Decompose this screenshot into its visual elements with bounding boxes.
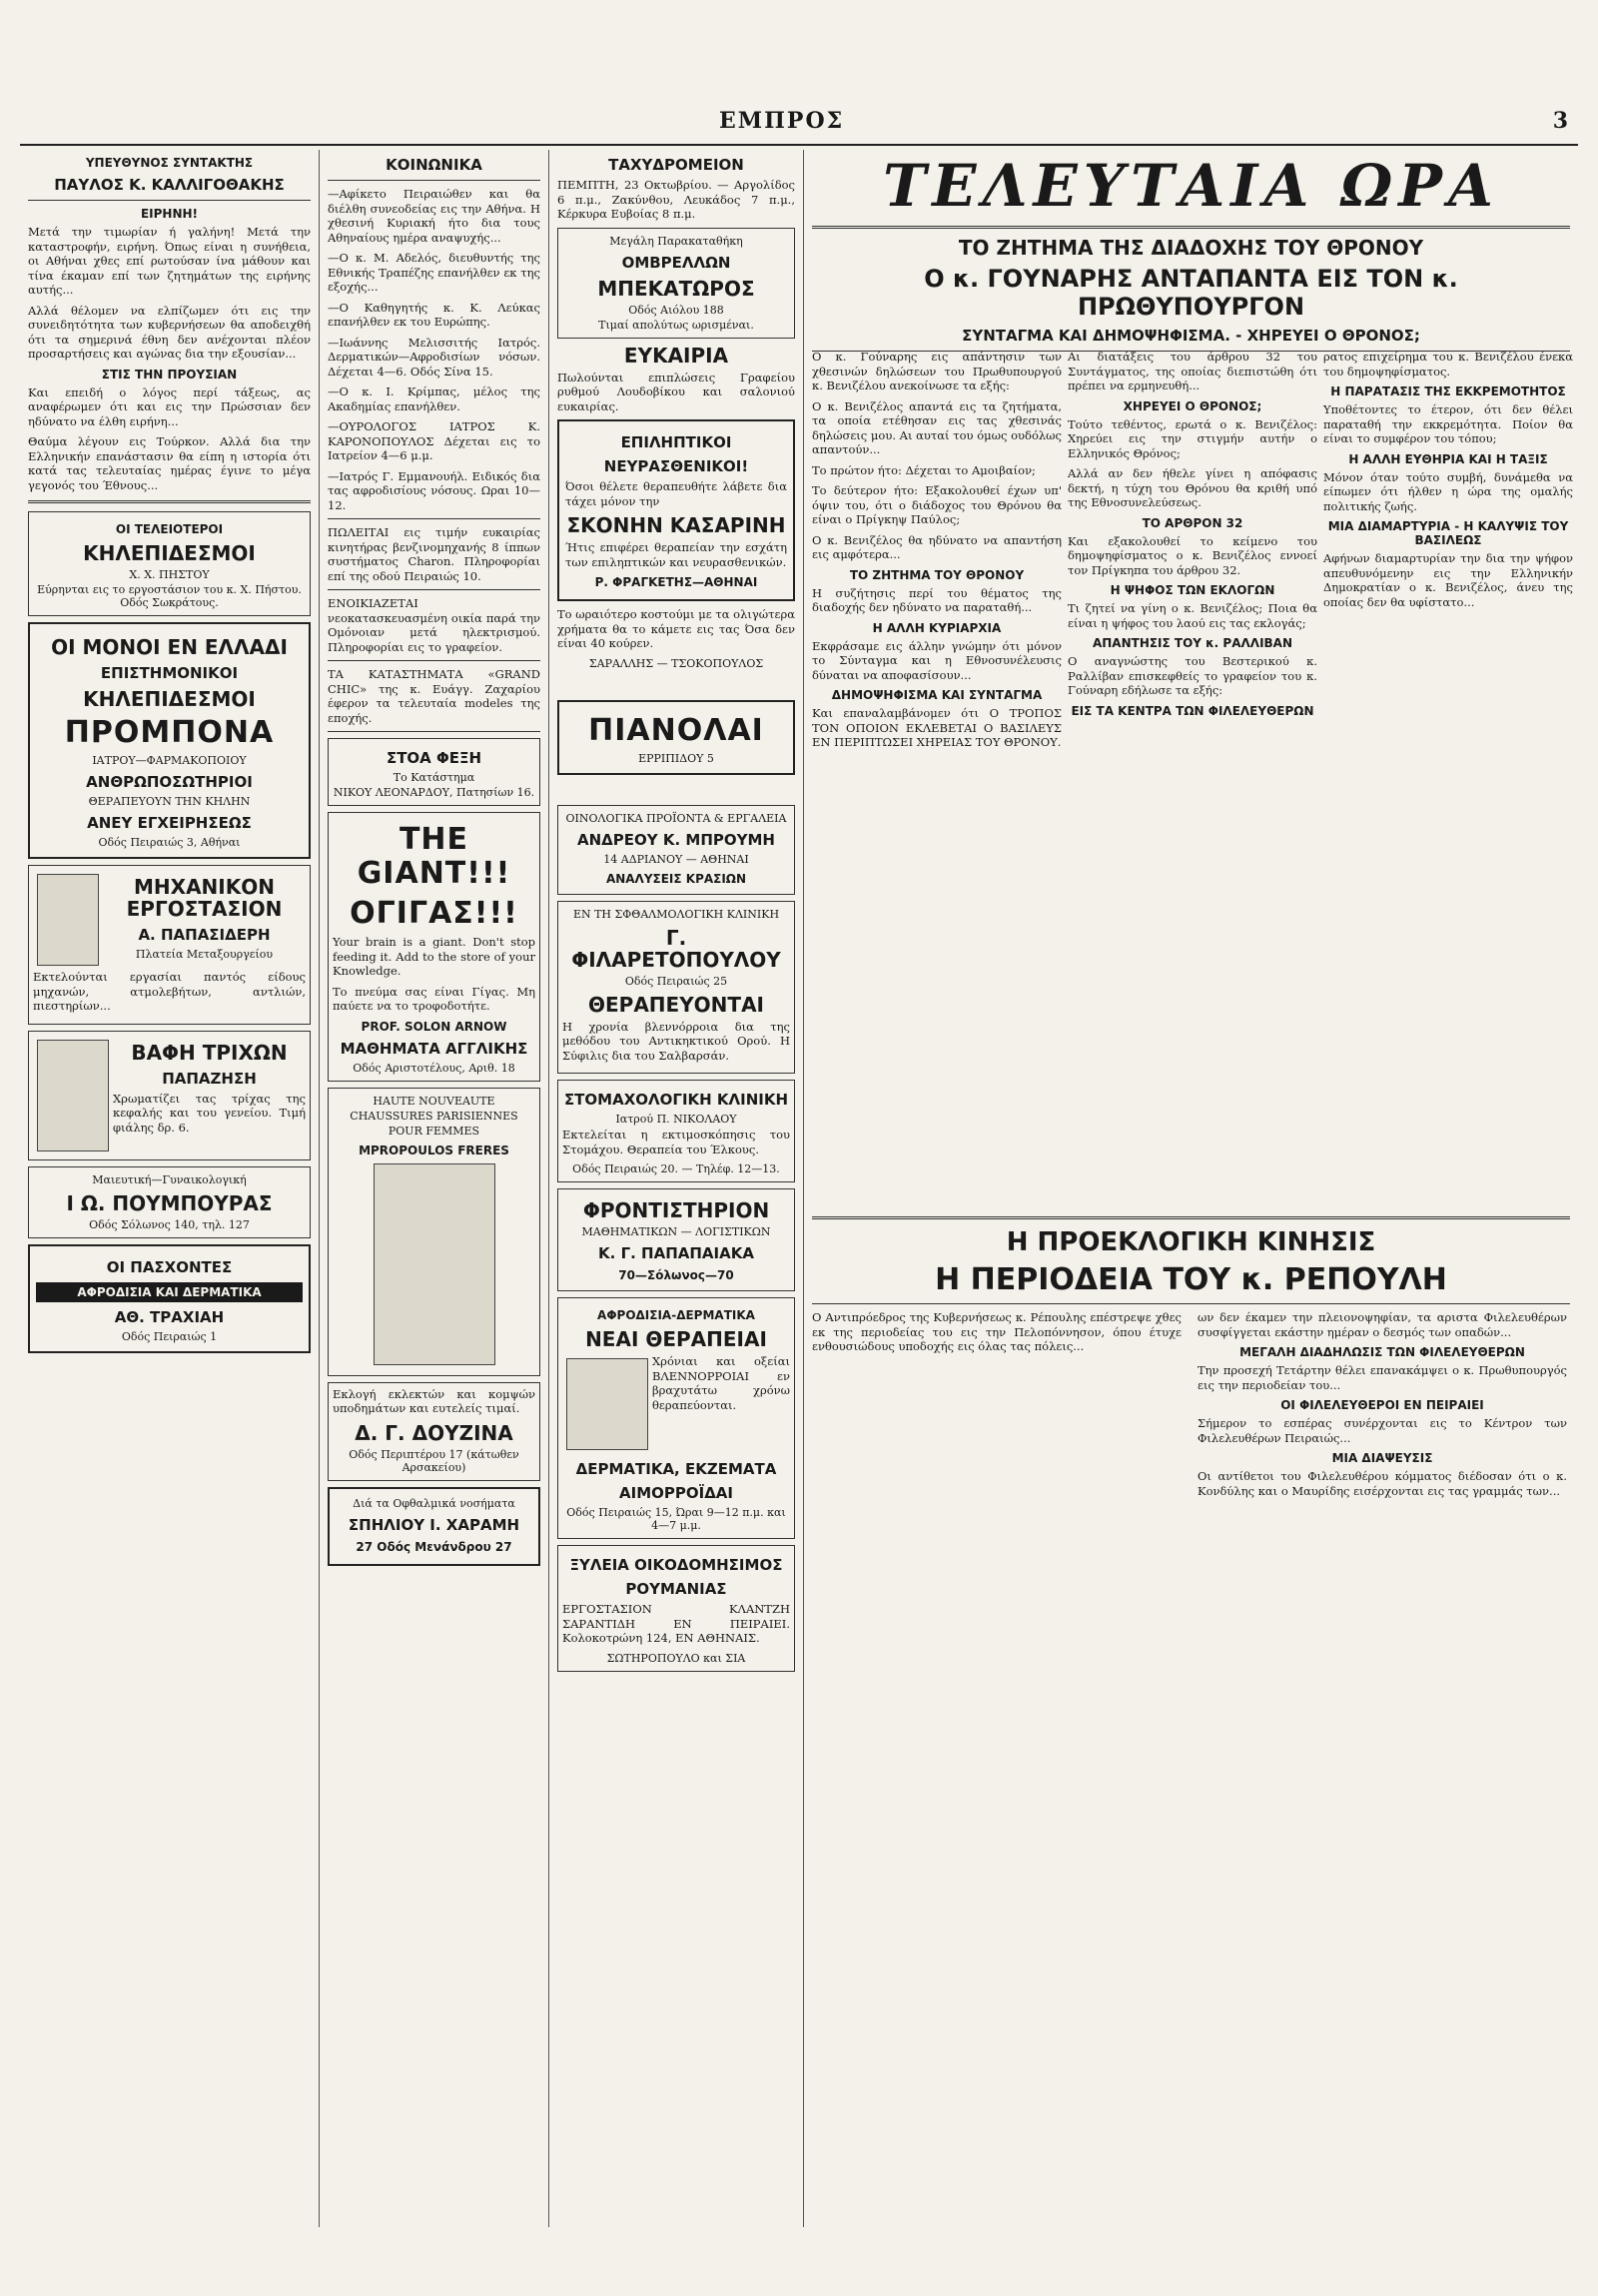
ad-line: ΑΝΕΥ ΕΓΧΕΙΡΗΣΕΩΣ	[87, 814, 252, 832]
column-1	[20, 150, 320, 2227]
classified-ad: Το ωραιότερο κοστούμι με τα ολιγώτερα χρήματα θα το κάμετε εις τας Όσα δεν είναι 40 κούρεν.	[557, 607, 795, 650]
section-heading: ΤΑΧΥΔΡΟΜΕΙΟΝ	[608, 156, 744, 174]
ad-subtitle: ΡΟΥΜΑΝΙΑΣ	[625, 1580, 727, 1598]
ad-name: ΑΘ. ΤΡΑΧΙΑΗ	[114, 1307, 225, 1326]
ad-title: Διά τα Οφθαλμικά νοσήματα	[353, 1496, 515, 1510]
ad-name: Γ. ΦΙΛΑΡΕΤΟΠΟΥΛΟΥ	[571, 925, 781, 972]
ad-name: ΣΚΟΝΗΝ ΚΑΣΑΡΙΝΗ	[566, 513, 786, 537]
ad-name: Α. ΠΑΠΑΣΙΔΕΡΗ	[138, 926, 271, 944]
article-paragraph: Οι αντίθετοι του Φιλελευθέρου κόμματος διέδοσαν ότι ο κ. Κονδύλης και ο Μαυρίδης εισέρχονται εις τας γραμμάς των...	[1198, 1469, 1567, 1498]
article-paragraph: Το πρώτον ήτο: Δέχεται το Αμοιβαίον;	[812, 462, 1036, 477]
subheading: ΕΙΣ ΤΑ ΚΕΝΤΡΑ ΤΩΝ ΦΙΛΕΛΕΥΘΕΡΩΝ	[1071, 703, 1314, 718]
subheading: ΤΟ ΖΗΤΗΜΑ ΤΟΥ ΘΡΟΝΟΥ	[849, 567, 1025, 582]
ad-headline: ΒΑΦΗ ΤΡΙΧΩΝ	[131, 1040, 288, 1065]
section-heading: ΕΙΡΗΝΗ!	[140, 207, 199, 221]
article-paragraph: Ο Αντιπρόεδρος της Κυβερνήσεως κ. Ρέπουλης επέστρεψε χθες εκ της περιοδείας του εις την Πελοπόννησον, όπου έτυχε ενθουσιώδους υποδοχής εις όλας τας πόλεις...	[812, 1310, 1182, 1353]
advertisement	[28, 622, 311, 859]
ad-text: Όσοι θέλετε θεραπευθήτε λάβετε δια τάχει μόνον την	[565, 479, 787, 508]
ad-title: ΑΦΡΟΔΙΣΙΑ-ΔΕΡΜΑΤΙΚΑ	[597, 1308, 755, 1322]
advertisement	[28, 1166, 311, 1238]
ad-line: CHAUSSURES PARISIENNES	[350, 1109, 518, 1123]
section-heading: ΕΥΚΑΙΡΙΑ	[623, 343, 729, 368]
classified-ad: ΤΑ ΚΑΤΑΣΤΗΜΑΤΑ «GRAND CHIC» της κ. Ευάγγ. Ζαχαρίου έφερον τα τελευταία modeles της εποχής.	[328, 667, 540, 725]
lead-article-column-3	[1323, 350, 1573, 615]
ad-subtitle: ΙΑΤΡΟΥ—ΦΑΡΜΑΚΟΠΟΙΟΥ	[92, 754, 247, 767]
classified-ad: ΕΝΟΙΚΙΑΖΕΤΑΙ νεοκατασκευασμένη οικία παρά την Ομόνοιαν μετά ηλεκτρισμού. Πληροφορίαι εις το γραφείον.	[328, 596, 540, 654]
ad-name: ΜΠΕΚΑΤΩΡΟΣ	[597, 276, 755, 301]
advertisement	[28, 865, 311, 1025]
article-paragraph: Την προσεχή Τετάρτην θέλει επανακάμψει ο κ. Πρωθυπουργός εις την περιοδείαν του...	[1198, 1363, 1567, 1392]
election-article-column-1	[812, 1310, 1182, 1360]
article-paragraph: Θαύμα λέγουν εις Τούρκον. Αλλά δια την Ελληνικήν επανάστασιν θα είπη η ιστορία ότι κατά τας τελευταίας ημέρας έγινε το μέγα γεγονός του Έθνους...	[28, 434, 311, 492]
postal-notice: ΠΕΜΠΤΗ, 23 Οκτωβρίου. — Αργολίδος 6 π.μ., Ζακύνθου, Λευκάδος 7 π.μ., Κέρκυρα Ευβοίας 8 π.μ.	[557, 178, 795, 221]
ad-address: ΕΡΡΙΠΙΔΟΥ 5	[638, 751, 714, 765]
advertisement	[557, 700, 795, 775]
election-article-column-2	[1198, 1310, 1567, 1504]
ad-line: POUR FEMMES	[388, 1124, 480, 1138]
ad-address: Πλατεία Μεταξουργείου	[135, 948, 274, 961]
editor-role: ΥΠΕΥΘΥΝΟΣ ΣΥΝΤΑΚΤΗΣ	[85, 156, 254, 170]
ad-headline: THE GIANT!!!	[357, 822, 511, 891]
social-note: —Ιωάννης Μελισσιτής Ιατρός. Δερματικών—Αφροδισίων νόσων. Δέχεται 4—6. Οδός Σίνα 15.	[328, 335, 540, 379]
ad-address: 27 Οδός Μενάνδρου 27	[356, 1539, 512, 1554]
subheading: ΤΟ ΑΡΘΡΟΝ 32	[1142, 515, 1243, 530]
ad-text: Χρόνιαι και οξείαι ΒΛΕΝΝΟΡΡΟΙΑΙ εν βραχυτάτω χρόνω θεραπεύονται.	[652, 1354, 790, 1412]
election-campaign-article	[812, 1208, 1570, 2009]
subheading: ΟΙ ΦΙΛΕΛΕΥΘΕΡΟΙ ΕΝ ΠΕΙΡΑΙΕΙ	[1280, 1398, 1484, 1412]
ad-address: Οδός Σόλωνος 140, τηλ. 127	[89, 1217, 250, 1231]
social-note: —Ο κ. Μ. Αδελός, διευθυντής της Εθνικής Τραπέζης επανήλθεν εκ της εξοχής...	[328, 251, 540, 294]
advertisement	[557, 1188, 795, 1291]
ad-title: ΕΝ ΤΗ ΣΦΘΑΛΜΟΛΟΓΙΚΗ ΚΛΙΝΙΚΗ	[572, 907, 780, 921]
ad-headline-greek: ΟΓΙΓΑΣ!!!	[350, 896, 518, 931]
ad-note: Τιμαί απολύτως ωρισμέναι.	[598, 318, 754, 332]
section-heading: ΚΟΙΝΩΝΙΚΑ	[386, 156, 482, 174]
headline-secondary: Ο κ. ΓΟΥΝΑΡΗΣ ΑΝΤΑΠΑΝΤΑ ΕΙΣ ΤΟΝ κ. ΠΡΩΘΥΠΟΥΡΓΟΝ	[924, 265, 1458, 321]
ad-text: Εύρηνται εις το εργοστάσιον του κ. Χ. Πήστου. Οδός Σωκράτους.	[37, 583, 302, 609]
classified-ad: ΠΩΛΕΙΤΑΙ εις τιμήν ευκαιρίας κινητήρας βενζινομηχανής 8 ίππων συστήματος Charon. Πληροφορίαι επί της οδού Πειραιώς 10.	[328, 525, 540, 583]
lead-article	[812, 350, 1573, 1348]
ad-subtitle: ΜΑΘΗΜΑΤΙΚΩΝ — ΛΟΓΙΣΤΙΚΩΝ	[581, 1225, 771, 1238]
subheading: Η ΨΗΦΟΣ ΤΩΝ ΕΚΛΟΓΩΝ	[1110, 583, 1275, 597]
ad-name: ΠΑΠΑΖΗΣΗ	[162, 1069, 257, 1088]
ad-address: Οδός Περιπτέρου 17 (κάτωθεν Αρσακείου)	[349, 1447, 519, 1474]
ad-agent: Ρ. ΦΡΑΓΚΕΤΗΣ—ΑΘΗΝΑΙ	[594, 575, 758, 589]
column-3	[549, 150, 804, 2227]
ad-name: Ιατρού Π. ΝΙΚΟΛΑΟΥ	[615, 1113, 737, 1126]
ad-headline: ΘΕΡΑΠΕΥΟΝΤΑΙ	[588, 992, 764, 1017]
advertisement	[557, 901, 795, 1075]
ad-headline: ΜΗΧΑΝΙΚΟΝ ΕΡΓΟΣΤΑΣΙΟΝ	[126, 875, 283, 921]
ad-text: Το πνεύμα σας είναι Γίγας. Μη παύετε να το τροφοδοτήτε.	[333, 984, 535, 1013]
subheading: ΑΠΑΝΤΗΣΙΣ ΤΟΥ κ. ΡΑΛΛΙΒΑΝ	[1092, 636, 1293, 650]
ad-text: Εκλογή εκλεκτών και κομψών υποδημάτων και ευτελείς τιμαί.	[333, 1386, 535, 1415]
social-note: —Ιατρός Γ. Εμμανουήλ. Ειδικός δια τας αφροδισίους νόσους. Ωραι 10—12.	[328, 468, 540, 512]
article-paragraph: Μετά την τιμωρίαν ή γαλήνη! Μετά την καταστροφήν, ειρήνη. Όπως είναι η συνήθεια, οι Αθήναι χθες επί ρωτούσαν ίνα μάθουν και τίνα έκαμαν επί των ζητημάτων της ειρήνης αυτής...	[28, 225, 311, 297]
article-paragraph: Και επειδή ο λόγος περί τάξεως, ας αναφέρωμεν ότι και εις την Πρώσσιαν δεν ηδύνατο να έλθη ειρήνη...	[28, 384, 311, 428]
ad-title: ΟΙ ΠΑΣΧΟΝΤΕΣ	[106, 1257, 233, 1276]
article-paragraph: Μόνον όταν τούτο συμβή, δυνάμεθα να είπωμεν ότι ήλθεν η ώρα της ομαλής πολιτικής ζωής.	[1323, 469, 1573, 513]
social-note: —Αφίκετο Πειραιώθεν και θα διέλθη συνεοδείας εις την Αθήνα. Η χθεσινή Κυριακή ήτο δια τους Αθηναίους ημέρα αναψυχής...	[328, 187, 540, 245]
article-paragraph: Σήμερον το εσπέρας συνέρχονται εις το Κέντρον των Φιλελευθέρων Πειραιώς...	[1198, 1416, 1567, 1445]
ad-subtitle: ΑΦΡΟΔΙΣΙΑ ΚΑΙ ΔΕΡΜΑΤΙΚΑ	[36, 1282, 303, 1302]
ad-address: Οδός Αριστοτέλους, Αριθ. 18	[353, 1061, 515, 1075]
article-paragraph: Η συζήτησις περί του θέματος της διαδοχής δεν ηδύνατο να παραταθή...	[812, 585, 1062, 614]
ad-address: Οδός Πειραιώς 20. — Τηλέφ. 12—13.	[572, 1162, 780, 1175]
article-paragraph: Εκφράσαμε εις άλλην γνώμην ότι μόνον το Σύνταγμα και η Εθνοσυνέλευσις δύναται να αποφασίσουν...	[812, 638, 1062, 682]
article-paragraph: Υποθέτοντες το έτερον, ότι δεν θέλει παραταθή την εκκρεμότητα. Ποίον θα είναι το συμφέρον του τόπου;	[1323, 402, 1573, 445]
newspaper-name: ΕΜΠΡΟΣ	[719, 108, 845, 134]
ad-subtitle: ΕΠΙΣΤΗΜΟΝΙΚΟΙ	[100, 664, 239, 682]
article-paragraph: ων δεν έκαμεν την πλειονοψηφίαν, τα αριστα Φιλελευθέρων συσφίγγεται εκάστην ημέραν ο δεσμός των οπαδών...	[1198, 1310, 1567, 1339]
ad-title: Μαιευτική—Γυναικολογική	[92, 1172, 247, 1186]
article-paragraph: Αλλά αν δεν ήθελε γίνει η απόφασις δεκτή, η τύχη του Θρόνου θα κριθή υπό της Εθνοσυνελεύσεως.	[1068, 466, 1317, 509]
ad-title: Μεγάλη Παρακαταθήκη	[609, 234, 743, 248]
ad-subtitle: Το Κατάστημα	[393, 771, 475, 784]
ad-line: ΘΕΡΑΠΕΥΟΥΝ ΤΗΝ ΚΗΛΗΝ	[88, 795, 251, 808]
ad-text: Εκτελείται η εκτιμοσκόπησις του Στομάχου. Θεραπεία του Έλκους.	[562, 1128, 790, 1156]
ad-title: ΟΙ ΤΕΛΕΙΟΤΕΡΟΙ	[115, 522, 224, 536]
section-headline: Η ΠΡΟΕΚΛΟΓΙΚΗ ΚΙΝΗΣΙΣ	[1006, 1227, 1376, 1257]
advertisement	[328, 1487, 540, 1566]
ad-headline: ΦΡΟΝΤΙΣΤΗΡΙΟΝ	[582, 1198, 770, 1222]
ad-subtitle: ΝΕΥΡΑΣΘΕΝΙΚΟΙ!	[603, 457, 749, 475]
ad-line: HAUTE NOUVEAUTE	[373, 1094, 495, 1108]
lead-article-column-1	[812, 350, 1062, 756]
ad-text: Χρωματίζει τας τρίχας της κεφαλής και του γενείου. Τιμή φιάλης δρ. 6.	[113, 1091, 306, 1135]
article-paragraph: Αφήνων διαμαρτυρίαν την δια την ψήφον απευθυνόμενην εις την Ελληνικήν Δημοκρατίαν ο κ. Βενιζέλος, άνευ της οποίας δεν θα υφίστατο...	[1323, 551, 1573, 609]
ad-title: ΕΠΙΛΗΠΤΙΚΟΙ	[620, 433, 732, 451]
machine-illustration	[37, 874, 99, 966]
social-note: —Ο κ. Ι. Κρίμπας, μέλος της Ακαδημίας επανήλθεν.	[328, 384, 540, 413]
ad-headline: ΚΗΛΕΠΙΔΕΣΜΟΙ	[83, 687, 256, 711]
social-note: —ΟΥΡΟΛΟΓΟΣ ΙΑΤΡΟΣ Κ. ΚΑΡΟΝΟΠΟΥΛΟΣ Δέχεται εις το Ιατρείον 4—6 μ.μ.	[328, 419, 540, 462]
ad-name: Δ. Γ. ΔΟΥΖΙΝΑ	[355, 1420, 513, 1445]
ad-subtitle: ΜΑΘΗΜΑΤΑ ΑΓΓΛΙΚΗΣ	[340, 1039, 528, 1058]
advertisement	[328, 1088, 540, 1376]
ad-subtitle: ΑΙΜΟΡΡΟΪΔΑΙ	[619, 1484, 733, 1502]
advertisement	[557, 1297, 795, 1539]
subheading: ΜΕΓΑΛΗ ΔΙΑΔΗΛΩΣΙΣ ΤΩΝ ΦΙΛΕΛΕΥΘΕΡΩΝ	[1239, 1345, 1525, 1359]
advertisement	[557, 805, 795, 895]
social-note: —Ο Καθηγητής κ. Κ. Λεύκας επανήλθεν εκ του Ευρώπης.	[328, 300, 540, 329]
page-number: 3	[1552, 108, 1568, 134]
doctor-illustration	[566, 1358, 648, 1450]
advertisement	[28, 1031, 311, 1160]
ad-headline: ΠΙΑΝΟΛΑΙ	[588, 712, 764, 748]
article-paragraph: Το δεύτερον ήτο: Εξακολουθεί έχων υπ' όψιν του, ότι ο διάδοχος του Θρόνου θα είναι ο Πρίγκηψ Παύλος;	[812, 483, 1062, 526]
ad-title: ΟΙΝΟΛΟΓΙΚΑ ΠΡΟΪΟΝΤΑ & ΕΡΓΑΛΕΙΑ	[565, 811, 787, 825]
article-paragraph: Ο κ. Βενιζέλος απαντά εις τα ζητήματα, τα οποία ετέθησαν εις τας χθεσινάς δηλώσεις μου. Αι αυταί του όμως ουδόλως απαντούν...	[812, 398, 1062, 456]
advertisement	[557, 1080, 795, 1182]
ad-headline: ΚΗΛΕΠΙΔΕΣΜΟΙ	[83, 541, 256, 565]
ad-address: 70—Σόλωνος—70	[618, 1268, 734, 1282]
ad-title: ΞΥΛΕΙΑ ΟΙΚΟΔΟΜΗΣΙΜΟΣ	[569, 1556, 783, 1574]
ad-subtitle: ΔΕΡΜΑΤΙΚΑ, ΕΚΖΕΜΑΤΑ	[575, 1460, 777, 1478]
headline-tertiary: ΣΥΝΤΑΓΜΑ ΚΑΙ ΔΗΜΟΨΗΦΙΣΜΑ. - ΧΗΡΕΥΕΙ Ο ΘΡΟΝΟΣ;	[962, 327, 1420, 345]
advertisement	[328, 1382, 540, 1481]
advertisement	[557, 228, 795, 339]
ad-text: Εκτελούνται εργασίαι παντός είδους μηχανών, ατμολεβήτων, αντλιών, πιεστηρίων...	[33, 970, 306, 1013]
subheading: ΧΗΡΕΥΕΙ Ο ΘΡΟΝΟΣ;	[1123, 398, 1262, 413]
ad-address: Οδός Πειραιώς 1	[121, 1329, 218, 1343]
ad-name: ΣΩΤΗΡΟΠΟΥΛΟ και ΣΙΑ	[606, 1651, 746, 1665]
ad-name: ΝΙΚΟΥ ΛΕΟΝΑΡΔΟΥ, Πατησίων 16.	[333, 786, 535, 799]
ad-address: Οδός Αιόλου 188	[628, 303, 724, 317]
masthead	[20, 104, 1578, 146]
ad-name: Κ. Γ. ΠΑΠΑΠΑΙΑΚΑ	[598, 1244, 754, 1262]
ad-subtitle: Χ. Χ. ΠΗΣΤΟΥ	[129, 568, 210, 581]
subheading: ΜΙΑ ΔΙΑΨΕΥΣΙΣ	[1331, 1451, 1433, 1465]
latest-news-section	[804, 150, 1578, 2227]
ad-line: ΑΝΘΡΩΠΟΣΩΤΗΡΙΟΙ	[86, 773, 253, 791]
ad-address: 14 ΑΔΡΙΑΝΟΥ — ΑΘΗΝΑΙ	[603, 852, 749, 866]
section-subheadline: Η ΠΕΡΙΟΔΕΙΑ ΤΟΥ κ. ΡΕΠΟΥΛΗ	[935, 1262, 1447, 1297]
subheading: Η ΠΑΡΑΤΑΣΙΣ ΤΗΣ ΕΚΚΡΕΜΟΤΗΤΟΣ	[1330, 384, 1566, 398]
ad-name: ΑΝΔΡΕΟΥ Κ. ΜΠΡΟΥΜΗ	[577, 830, 775, 849]
ad-brand: ΠΡΟΜΠΟΝΑ	[64, 715, 275, 750]
ad-address: Οδός Πειραιώς 15, Ώραι 9—12 π.μ. και 4—7 μ.μ.	[566, 1506, 786, 1532]
ad-subtitle: ΑΝΑΛΥΣΕΙΣ ΚΡΑΣΙΩΝ	[605, 871, 747, 886]
ad-text: ΕΡΓΟΣΤΑΣΙΟΝ ΚΛΑΝΤΖΗ ΣΑΡΑΝΤΙΔΗ ΕΝ ΠΕΙΡΑΙΕΙ. Κολοκοτρώνη 124, ΕΝ ΑΘΗΝΑΙΣ.	[562, 1602, 790, 1645]
ad-name: PROF. SOLON ARNOW	[361, 1019, 507, 1034]
lead-article-column-2	[1068, 350, 1317, 722]
subheading: ΔΗΜΟΨΗΦΙΣΜΑ ΚΑΙ ΣΥΝΤΑΓΜΑ	[831, 688, 1043, 702]
portrait-illustration	[37, 1040, 109, 1151]
ad-text: Your brain is a giant. Don't stop feeding it. Add to the store of your Knowledge.	[333, 935, 535, 978]
ad-address: Οδός Πειραιώς 3, Αθήναι	[98, 836, 241, 849]
subheading: Η ΑΛΛΗ ΕΥΘΗΡΙΑ ΚΑΙ Η ΤΑΞΙΣ	[1348, 451, 1548, 466]
subheading: ΜΙΑ ΔΙΑΜΑΡΤΥΡΙΑ - Η ΚΑΛΥΨΙΣ ΤΟΥ ΒΑΣΙΛΕΩΣ	[1327, 519, 1569, 547]
editor-name: ΠΑΥΛΟΣ Κ. ΚΑΛΛΙΓΟΘΑΚΗΣ	[54, 176, 285, 194]
subheading: Η ΑΛΛΗ ΚΥΡΙΑΡΧΙΑ	[872, 620, 1002, 635]
ad-name: ΣΑΡΑΛΛΗΣ — ΤΣΟΚΟΠΟΥΛΟΣ	[588, 656, 764, 670]
classified-ad: Πωλούνται επιπλώσεις Γραφείου ρυθμού Λουδοβίκου και σαλονιού ευκαιρίας.	[557, 370, 795, 413]
election-article-body	[812, 1310, 1570, 2009]
ad-text: Η χρονία βλεννόρροια δια της μεθόδου του Αντικηκτικού Ορού. Η Σύφιλις δια του Σαλβαρσάν.	[562, 1019, 790, 1063]
article-paragraph: Ο κ. Γούναρης εις απάντησιν των χθεσινών δηλώσεων του Πρωθυπουργού κ. Βενιζέλου ανεκοίνωσε τα εξής:	[812, 350, 1062, 392]
advertisement	[328, 738, 540, 806]
ad-title: ΣΤΟΑ ΦΕΞΗ	[386, 749, 482, 767]
article-paragraph: Αι διατάξεις του άρθρου 32 του Συντάγματος, της οποίας διεπιστώθη ότι πρέπει να ερμηνευθή...	[1068, 350, 1317, 392]
advertisement	[328, 812, 540, 1082]
article-paragraph: Και επαναλαμβάνομεν ότι Ο ΤΡΟΠΟΣ ΤΟΝ ΟΠΟΙΟΝ ΕΚΛΕΒΕΤΑΙ Ο ΒΑΣΙΛΕΥΣ ΕΝ ΠΕΡΙΠΤΩΣΕΙ ΧΗΡΕΙΑΣ ΤΟΥ ΘΡΟΝΟΥ.	[812, 706, 1062, 749]
advertisement	[557, 419, 795, 601]
advertisement	[557, 1545, 795, 1672]
ad-address: Οδός Πειραιώς 25	[624, 974, 728, 988]
article-paragraph: Ο αναγνώστης του Βεστερικού κ. Ραλλίβαν επισκεφθείς το γραφείον του κ. Γούναρη εδήλωσε τα εξής:	[1068, 654, 1317, 697]
advertisement	[28, 1244, 311, 1353]
ad-title: ΣΤΟΜΑΧΟΛΟΓΙΚΗ ΚΛΙΝΙΚΗ	[563, 1091, 789, 1109]
article-paragraph: Τι ζητεί να γίνη ο κ. Βενιζέλος; Ποια θα είναι η ψήφος του λαού εις τας εκλογάς;	[1068, 601, 1317, 630]
ad-text: Ήτις επιφέρει θεραπείαν την εσχάτη των επιληπτικών και νευρασθενικών.	[565, 540, 787, 569]
ad-name: Ι Ω. ΠΟΥΜΠΟΥΡΑΣ	[66, 1190, 273, 1215]
headline-primary: ΤΟ ΖΗΤΗΜΑ ΤΗΣ ΔΙΑΔΟΧΗΣ ΤΟΥ ΘΡΟΝΟΥ	[958, 236, 1424, 260]
ad-name: MPROPOULOS FRERES	[359, 1143, 509, 1157]
ad-name: ΣΠΗΛΙΟΥ Ι. ΧΑΡΑΜΗ	[348, 1515, 520, 1534]
article-paragraph: Αλλά θέλομεν να ελπίζωμεν ότι εις την συνειδητότητα των κυβερνήσεων θα αποδειχθή ότι τα σημερινά έθνη δεν ανέχονται πλέον προσαρτήσεις και αγώνας δια την εξουσίαν...	[28, 303, 311, 361]
column-2	[320, 150, 549, 2227]
article-paragraph: Ο κ. Βενιζέλος θα ηδύνατο να απαντήση εις αμφότερα...	[812, 532, 1062, 561]
ad-headline: ΟΙ ΜΟΝΟΙ ΕΝ ΕΛΛΑΔΙ	[51, 635, 288, 659]
advertisement	[28, 511, 311, 616]
ad-subtitle: ΟΜΒΡΕΛΛΩΝ	[621, 253, 731, 272]
banner-heading: ΤΕΛΕΥΤΑΙΑ ΩΡΑ	[883, 152, 1499, 220]
article-paragraph: ρατος επιχείρημα του κ. Βενιζέλου ένεκα του δημοψηφίσματος.	[1323, 350, 1573, 379]
shoe-illustration	[374, 1163, 495, 1365]
article-paragraph: Και εξακολουθεί το κείμενο του δημοψηφίσματος ο κ. Βενιζέλος εννοεί τον Πρίγκηπα του άρθρου 32.	[1068, 533, 1317, 577]
section-heading: ΣΤΙΣ ΤΗΝ ΠΡΟΥΣΙΑΝ	[101, 367, 238, 382]
article-paragraph: Τούτο τεθέντος, ερωτά ο κ. Βενιζέλος: Χηρεύει εις την στιγμήν αυτήν ο Ελληνικός Θρόνος;	[1068, 416, 1317, 460]
ad-headline: ΝΕΑΙ ΘΕΡΑΠΕΙΑΙ	[585, 1327, 767, 1351]
